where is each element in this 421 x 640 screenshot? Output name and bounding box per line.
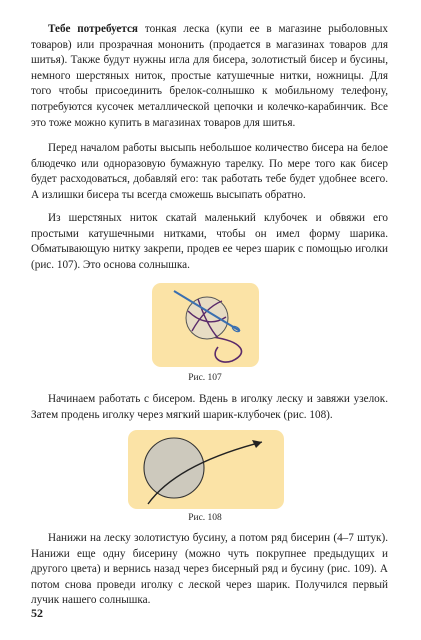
paragraph-first-ray: Нанижи на леску золотистую бусину, а потом ряд бисерин (4–7 штук). Нанижи еще одну бисерину (можно чуть покрупнее предыдущих и другого цвета) и вернись назад через бисерный ряд и бусину (рис. 109). А потом снова проведи иголку с леской через шарик. Получился первый лучик нашего солнышка. (31, 532, 388, 607)
page-number: 52 (31, 606, 43, 620)
paragraph-bold-lead: Тебе потребуется (48, 23, 138, 35)
paragraph-materials (31, 22, 388, 131)
caption-figure-108: Рис. 108 (188, 513, 222, 523)
ball-needle-path-illustration (128, 430, 284, 509)
wool-ball (144, 438, 204, 498)
yarn-ball-needle-illustration (152, 283, 259, 367)
paragraph-start-beading: Начинаем работать с бисером. Вдень в иголку леску и завяжи узелок. Затем продень иголку через мягкий шарик-клубочек (рис. 108). (31, 393, 388, 421)
yarn-ball (186, 297, 228, 339)
figure-107 (152, 283, 259, 367)
paragraph-beads-plate: Перед началом работы высыпь небольшое количество бисера на белое блюдечко или одноразовую бумажную тарелку. По мере того как бисер будет расходоваться, добавляй его: так работать тебе будет удобнее всего. А излишки бисера ты всегда сможешь высыпать обратно. (31, 142, 388, 201)
loose-thread (212, 337, 242, 362)
figure-108 (128, 430, 284, 509)
caption-figure-107: Рис. 107 (188, 373, 222, 383)
paragraph-yarn-ball: Из шерстяных ниток скатай маленький клубочек и обвяжи его простыми катушечными нитками, чтобы он имел форму шарика. Обматывающую нитку закрепи, продев ее через шарик с помощью иголки (рис. 107). Это основа солнышка. (31, 212, 388, 271)
paragraph-materials-text: тонкая леска (купи ее в магазине рыболовных товаров) или прозрачная мононить (продается в магазинах товаров для шитья). Также будут нужны игла для бисера, золотистый бисер и бусины, немного шерстяных ниток, простые катушечные нитки, ножницы. Для того чтобы присоединить брелок-солнышко к мобильному телефону, потребуются кусочек металлической цепочки и колечко-карабинчик. Все это тоже можно купить в магазинах товаров для шитья. (31, 23, 388, 129)
